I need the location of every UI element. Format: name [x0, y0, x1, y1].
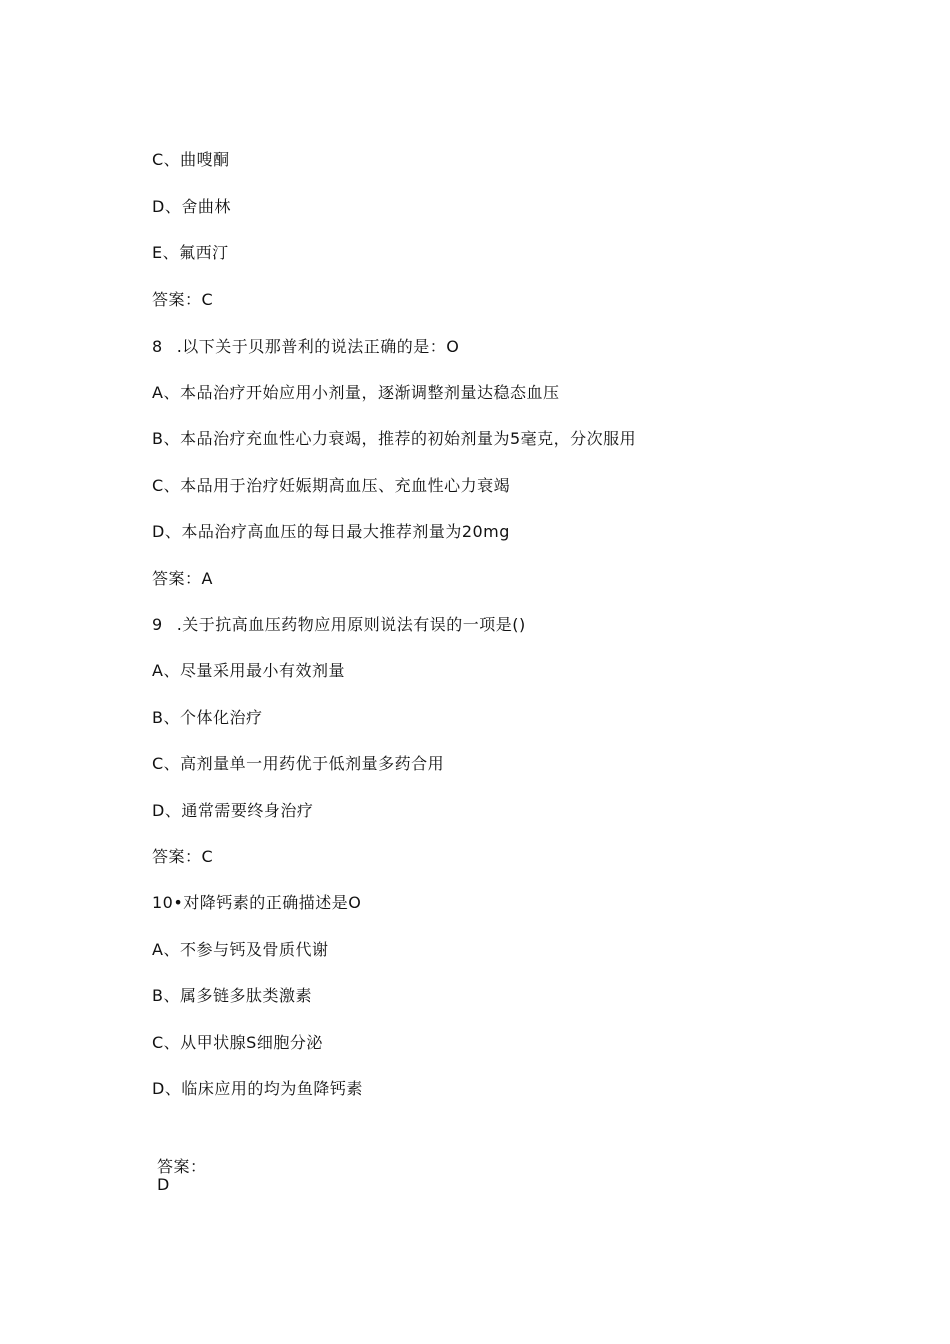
answer-q8: 答案：A [152, 569, 213, 588]
answer-q7: 答案：C [152, 290, 214, 309]
option-c-q8: C、本品用于治疗妊娠期高血压、充血性心力衰竭 [152, 476, 511, 495]
option-a-q9: A、尽量采用最小有效剂量 [152, 661, 345, 680]
question-number: 8 [152, 337, 163, 356]
question-text: .关于抗高血压药物应用原则说法有误的一项是() [176, 615, 526, 634]
answer-value: D [157, 1175, 170, 1194]
question-8 [152, 337, 459, 357]
question-9 [152, 615, 526, 635]
option-d-q10: D、临床应用的均为鱼降钙素 [152, 1079, 363, 1098]
option-b-q10: B、属多链多肽类激素 [152, 986, 312, 1005]
question-number: 9 [152, 615, 163, 634]
option-b-q8: B、本品治疗充血性心力衰竭，推荐的初始剂量为5毫克，分次服用 [152, 429, 637, 448]
option-c-q9: C、高剂量单一用药优于低剂量多药合用 [152, 754, 445, 773]
answer-label: 答案： [157, 1157, 207, 1176]
option-d-q7: D、舍曲林 [152, 197, 231, 216]
option-c-q10: C、从甲状腺S细胞分泌 [152, 1033, 323, 1052]
option-e-q7: E、氟西汀 [152, 243, 229, 262]
question-10: 10•对降钙素的正确描述是O [152, 893, 362, 912]
option-d-q8: D、本品治疗高血压的每日最大推荐剂量为20mg [152, 522, 510, 541]
option-d-q9: D、通常需要终身治疗 [152, 801, 314, 820]
option-a-q10: A、不参与钙及骨质代谢 [152, 940, 329, 959]
option-a-q8: A、本品治疗开始应用小剂量，逐渐调整剂量达稳态血压 [152, 383, 560, 402]
option-b-q9: B、个体化治疗 [152, 708, 263, 727]
question-text: .以下关于贝那普利的说法正确的是：O [176, 337, 460, 356]
answer-q9: 答案：C [152, 847, 214, 866]
answer-q10 [157, 1158, 207, 1194]
option-c-q7: C、曲嗖酮 [152, 150, 230, 169]
